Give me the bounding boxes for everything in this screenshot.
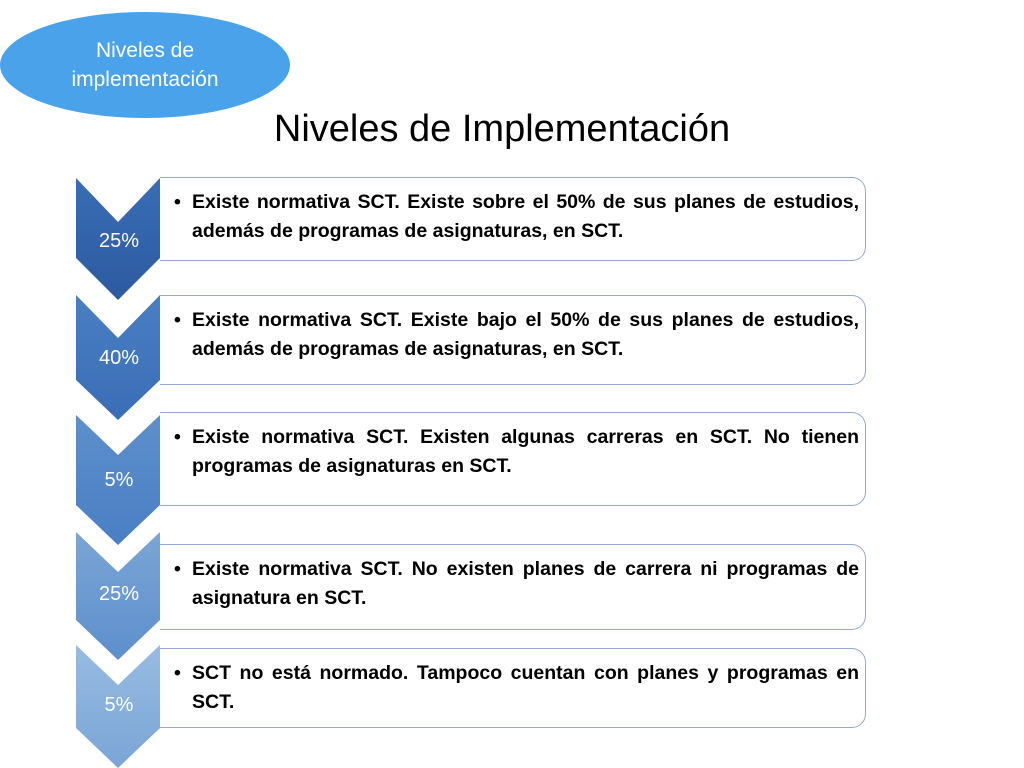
level-2-chevron <box>76 295 160 420</box>
level-1-box <box>160 177 866 261</box>
level-5-chevron <box>76 645 160 768</box>
bullet-dot: • <box>174 191 181 213</box>
bullet-dot: • <box>174 558 181 580</box>
badge-line-2: implementación <box>71 68 219 91</box>
level-5-box <box>160 648 866 728</box>
page-title: Niveles de Implementación <box>273 108 731 150</box>
level-4-chevron <box>76 532 160 660</box>
bullet-dot: • <box>174 309 181 331</box>
level-1-chevron <box>76 178 160 300</box>
bullet-dot: • <box>174 662 181 684</box>
level-3-box <box>160 412 866 506</box>
level-3-chevron <box>76 415 160 545</box>
level-1-text: Existe normativa SCT. Existe sobre el 50% de sus planes de estudios, además de programas de asignaturas, en SCT. <box>192 191 859 242</box>
level-2-percent: 40% <box>98 347 140 369</box>
level-1-percent: 25% <box>98 230 140 252</box>
level-2-box <box>160 295 866 385</box>
bullet-dot: • <box>174 426 181 448</box>
badge-line-1: Niveles de <box>95 39 195 62</box>
level-3-percent: 5% <box>104 469 134 491</box>
level-4-box <box>160 544 866 630</box>
level-4-percent: 25% <box>98 583 140 605</box>
level-4-text: Existe normativa SCT. No existen planes de carrera ni programas de asignatura en SCT. <box>192 558 859 609</box>
level-2-text: Existe normativa SCT. Existe bajo el 50% de sus planes de estudios, además de programas de asignaturas, en SCT. <box>192 309 859 360</box>
level-3-text: Existe normativa SCT. Existen algunas carreras en SCT. No tienen programas de asignaturas en SCT. <box>192 426 859 477</box>
level-5-percent: 5% <box>104 694 134 716</box>
level-5-text: SCT no está normado. Tampoco cuentan con planes y programas en SCT. <box>192 662 859 713</box>
